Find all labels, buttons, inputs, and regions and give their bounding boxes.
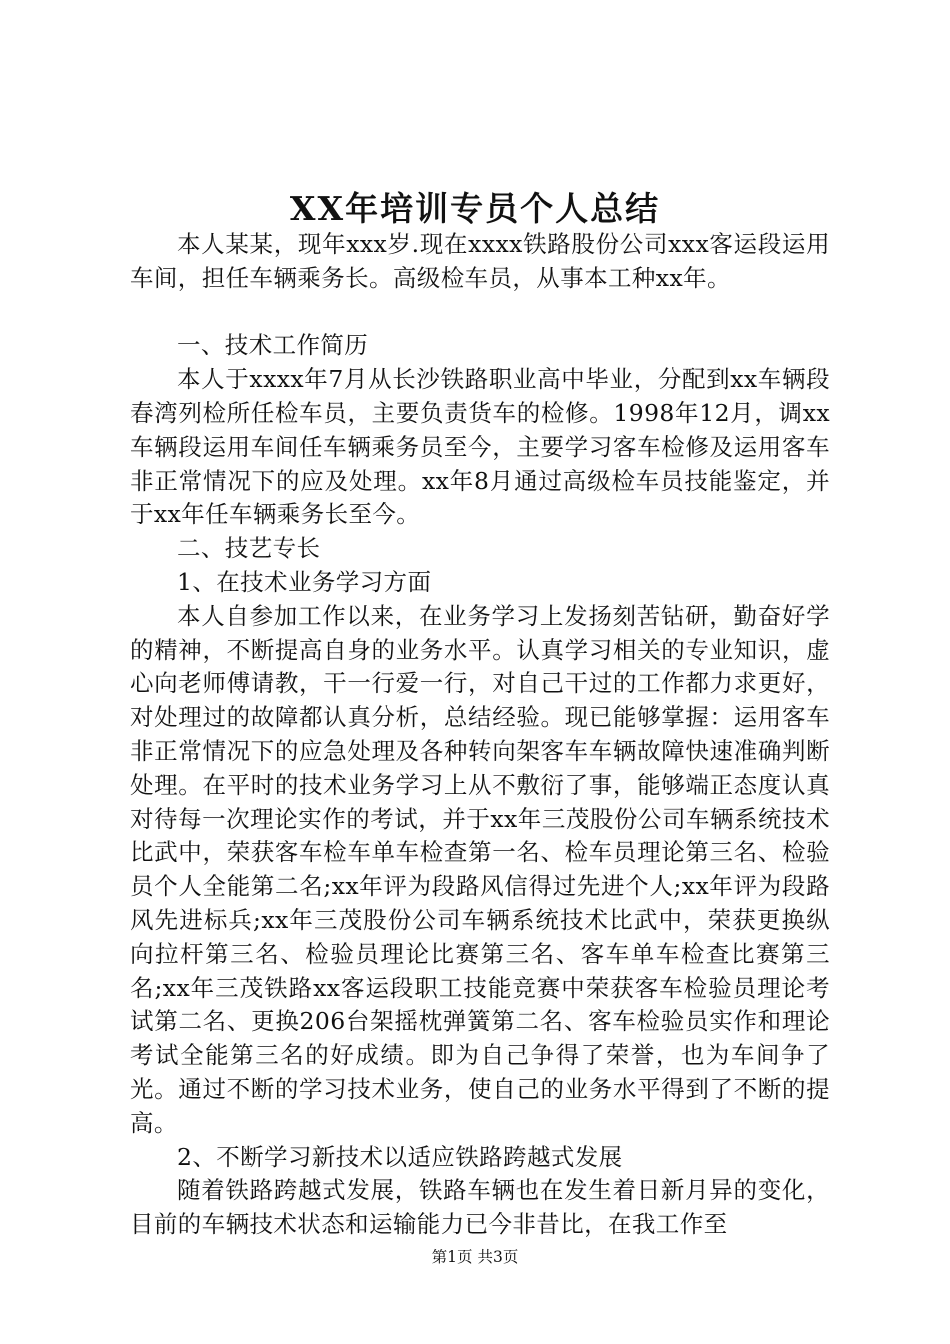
subsection-2-heading: 2、不断学习新技术以适应铁路跨越式发展 [177, 1142, 623, 1171]
section-1-heading: 一、技术工作简历 [177, 331, 369, 360]
document-title: XX年培训专员个人总结 [289, 189, 661, 228]
page-footer: 第1页 共3页 [431, 1248, 519, 1266]
section-2-heading: 二、技艺专长 [177, 534, 321, 563]
subsection-1-heading: 1、在技术业务学习方面 [177, 567, 432, 596]
document-body [130, 228, 830, 1242]
subsection-1-paragraph: 本人自参加工作以来，在业务学习上发扬刻苦钻研，勤奋好学的精神，不断提高自身的业务水平。认真学习相关的专业知识，虚心向老师傅请教，干一行爱一行，对自己干过的工作都力求更好，对处理过的故障都认真分析，总结经验。现已能够掌握：运用客车非正常情况下的应急处理及各种转向架客车车辆故障快速准确判断处理。在平时的技术业务学习上从不敷衍了事，能够端正态度认真对待每一次理论实作的考试，并于xx年三茂股份公司车辆系统技术比武中，荣获客车检车单车检查第一名、检车员理论第三名、检验员个人全能第二名;xx年评为段路风信得过先进个人;xx年评为段路风先进标兵;xx年三茂股份公司车辆系统技术比武中，荣获更换纵向拉杆第三名、检验员理论比赛第三名、客车单车检查比赛第三名;xx年三茂铁路xx客运段职工技能竞赛中荣获客车检验员理论考试第二名、更换206台架摇枕弹簧第二名、客车检验员实作和理论考试全能第三名的好成绩。即为自己争得了荣誉，也为车间争了光。通过不断的学习技术业务，使自己的业务水平得到了不断的提高。 [130, 601, 830, 1137]
section-1-paragraph: 本人于xxxx年7月从长沙铁路职业高中毕业，分配到xx车辆段春湾列检所任检车员，主要负责货车的检修。1998年12月，调xx车辆段运用车间任车辆乘务员至今，主要学习客车检修及运用客车非正常情况下的应及处理。xx年8月通过高级检车员技能鉴定，并于xx年任车辆乘务长至今。 [130, 365, 830, 529]
intro-paragraph: 本人某某，现年xxx岁.现在xxxx铁路股份公司xxx客运段运用车间，担任车辆乘务长。高级检车员，从事本工种xx年。 [130, 230, 830, 292]
subsection-2-paragraph: 随着铁路跨越式发展，铁路车辆也在发生着日新月异的变化，目前的车辆技术状态和运输能力已今非昔比，在我工作至 [130, 1176, 830, 1239]
paragraph-gap [130, 296, 830, 330]
